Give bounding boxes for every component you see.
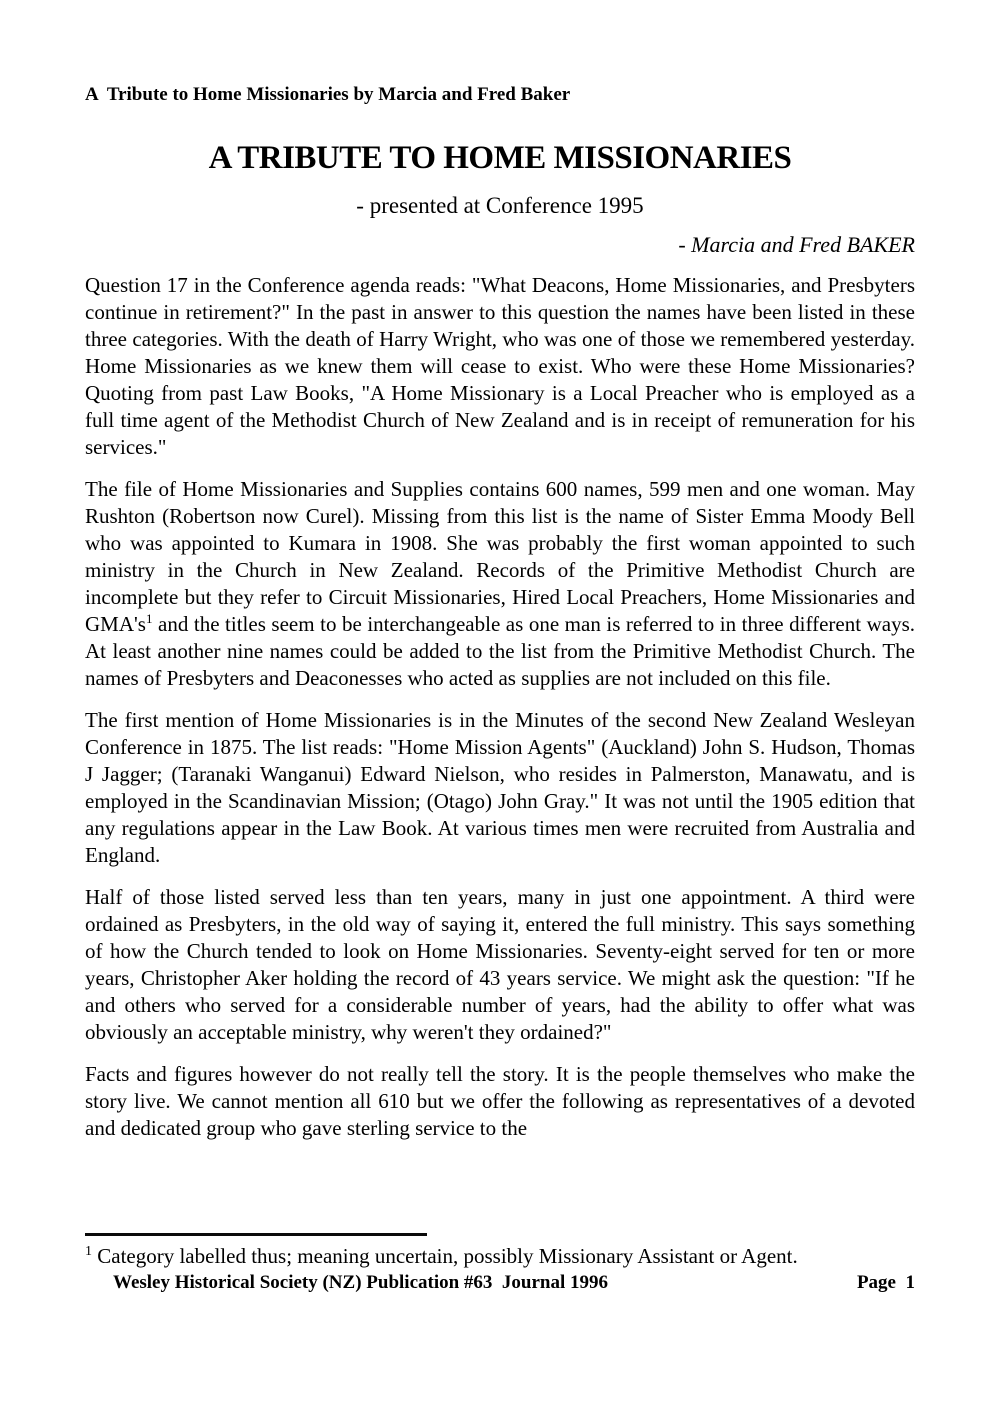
footnote-reference-1: 1 xyxy=(145,611,153,626)
footnote-1 xyxy=(85,1243,915,1269)
paragraph-1: Question 17 in the Conference agenda reads: "What Deacons, Home Missionaries, and Presbyters continue in retirement?" In the past in answer to this question the names have been listed in these three categories. With the death of Harry Wright, who was one of those we remembered yesterday. Home Missionaries as we knew them will cease to exist. Who were these Home Missionaries? Quoting from past Law Books, "A Home Missionary is a Local Preacher who is employed as a full time agent of the Methodist Church of New Zealand and is in receipt of remuneration for his services." xyxy=(85,273,915,459)
page-footer xyxy=(85,1272,915,1294)
document-subtitle: - presented at Conference 1995 xyxy=(356,193,644,218)
footnote-area xyxy=(85,1233,915,1294)
footer-publication-info: Wesley Historical Society (NZ) Publication #63 Journal 1996 xyxy=(113,1272,609,1293)
author-byline: - Marcia and Fred BAKER xyxy=(678,232,915,257)
running-header: A Tribute to Home Missionaries by Marcia and Fred Baker xyxy=(85,84,571,105)
paragraph-2 xyxy=(85,476,915,692)
document-title: A TRIBUTE TO HOME MISSIONARIES xyxy=(208,140,792,176)
body-text xyxy=(85,272,915,1142)
footnote-separator-rule xyxy=(85,1233,427,1236)
page-content xyxy=(85,0,915,1142)
paragraph-4: Half of those listed served less than ten years, many in just one appointment. A third were ordained as Presbyters, in the old way of saying it, entered the full ministry. This says something of how the Church tended to look on Home Missionaries. Seventy-eight served for ten or more years, Christopher Aker holding the record of 43 years service. We might ask the question: "If he and others who served for a considerable number of years, had the ability to offer what was obviously an acceptable ministry, why weren't they ordained?" xyxy=(85,885,915,1044)
paragraph-3: The first mention of Home Missionaries is in the Minutes of the second New Zealand Wesleyan Conference in 1875. The list reads: "Home Mission Agents" (Auckland) John S. Hudson, Thomas J Jagger; (Taranaki Wanganui) Edward Nielson, who resides in Palmerston, Manawatu, and is employed in the Scandinavian Mission; (Otago) John Gray." It was not until the 1905 edition that any regulations appear in the Law Book. At various times men were recruited from Australia and England. xyxy=(85,708,915,867)
paragraph-2-text-before: The file of Home Missionaries and Supplies contains 600 names, 599 men and one woman. May Rushton (Robertson now Curel). Missing from this list is the name of Sister Emma Moody Bell who was appointed to Kumara in 1908. She was probably the first woman appointed to such ministry in the Church in New Zealand. Records of the Primitive Methodist Church are incomplete but they refer to Circuit Missionaries, Hired Local Preachers, Home Missionaries and GMA's xyxy=(85,477,915,636)
paragraph-2-text-after: and the titles seem to be interchangeable as one man is referred to in three different ways. At least another nine names could be added to the list from the Primitive Methodist Church. The names of Presbyters and Deaconesses who acted as supplies are not included on this file. xyxy=(85,612,915,690)
footer-page-number: Page 1 xyxy=(856,1272,915,1293)
footnote-1-marker: 1 xyxy=(85,1244,92,1259)
footnote-1-text: Category labelled thus; meaning uncertain, possibly Missionary Assistant or Agent. xyxy=(97,1244,798,1268)
paragraph-5: Facts and figures however do not really tell the story. It is the people themselves who make the story live. We cannot mention all 610 but we offer the following as representatives of a devoted and dedicated group who gave sterling service to the xyxy=(85,1062,915,1140)
